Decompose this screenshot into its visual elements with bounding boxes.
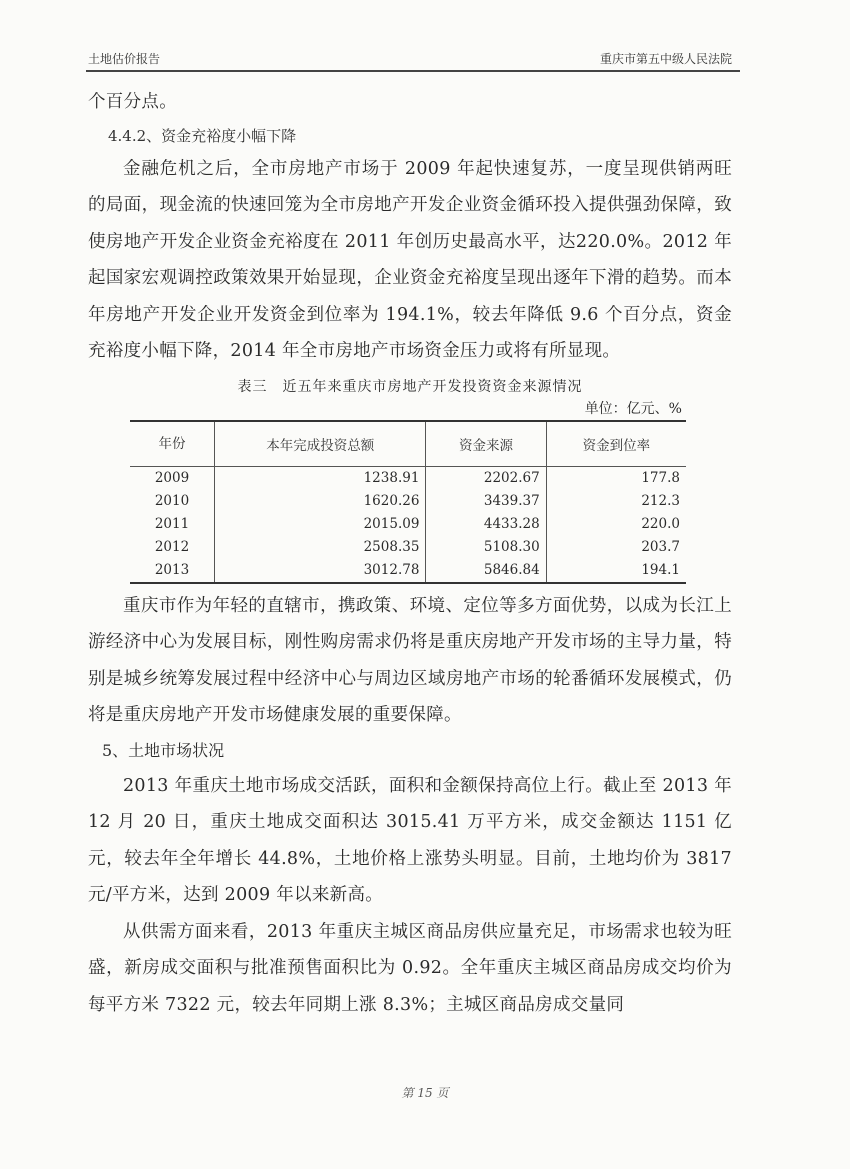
table-row: [130, 466, 686, 490]
paragraph-continuation: 个百分点。: [88, 92, 177, 112]
page-content: [88, 84, 732, 1023]
cell-funding-source: 4433.28: [426, 513, 546, 536]
cell-funding-source: 2202.67: [426, 466, 546, 490]
header-report-title: 土地估价报告: [88, 52, 161, 66]
cell-investment: 1620.26: [215, 490, 426, 513]
table-caption: 表三 近五年来重庆市房地产开发投资资金来源情况: [237, 378, 583, 395]
cell-funding-rate: 212.3: [546, 490, 686, 513]
cell-funding-source: 5846.84: [426, 559, 546, 583]
cell-year: 2013: [130, 559, 215, 583]
header-court-name: 重庆市第五中级人民法院: [599, 52, 732, 66]
table-row: [130, 490, 686, 513]
cell-funding-rate: 194.1: [546, 559, 686, 583]
paragraph-supply-demand: 从供需方面来看，2013 年重庆主城区商品房供应量充足，市场需求也较为旺盛，新房成交面积与批准预售面积比为 0.92。全年重庆主城区商品房成交均价为每平方米 7322 元，较去年同期上涨 8.3%；主城区商品房成交量同: [88, 921, 732, 1015]
page-number: 第 15 页: [401, 1086, 449, 1100]
cell-funding-rate: 177.8: [546, 466, 686, 490]
paragraph-funding: 金融危机之后，全市房地产市场于 2009 年起快速复苏，一度呈现供销两旺的局面，现金流的快速回笼为全市房地产开发企业资金循环投入提供强劲保障，致使房地产开发企业资金充裕度在 2011 年创历史最高水平，达220.0%。2012 年起国家宏观调控政策效果开始显现，企业资金充裕度呈现出逐年下滑的趋势。而本年房地产开发企业开发资金到位率为 194.1%，较去年降低 9.6 个百分点，资金充裕度小幅下降，2014 年全市房地产市场资金压力或将有所显现。: [88, 158, 732, 361]
table-row: [130, 513, 686, 536]
table-unit: 单位：亿元、%: [584, 400, 682, 417]
header-year: 年份: [130, 421, 215, 467]
section-heading: 5、土地市场状况: [102, 740, 225, 760]
paragraph-land-market: 2013 年重庆土地市场成交活跃，面积和金额保持高位上行。截止至 2013 年 12 月 20 日，重庆土地成交面积达 3015.41 万平方米，成交金额达 1151 亿元，较去年全年增长 44.8%，土地价格上涨势头明显。目前，土地均价为 3817 元/平方米，达到 2009 年以来新高。: [88, 775, 732, 905]
table-row: [130, 536, 686, 559]
cell-year: 2010: [154, 493, 190, 509]
cell-funding-source: 5108.30: [426, 536, 546, 559]
cell-year: 2012: [154, 539, 190, 555]
header-investment: 本年完成投资总额: [215, 421, 426, 467]
cell-investment: 2508.35: [215, 536, 426, 559]
cell-investment: 3012.78: [215, 559, 426, 583]
cell-funding-rate: 220.0: [546, 513, 686, 536]
cell-funding-rate: 203.7: [546, 536, 686, 559]
header-rule: [86, 70, 740, 72]
header-funding-rate: 资金到位率: [546, 421, 686, 467]
cell-funding-source: 3439.37: [426, 490, 546, 513]
cell-investment: 1238.91: [215, 466, 426, 490]
subsection-heading: 4.4.2、资金充裕度小幅下降: [108, 126, 297, 145]
table-header-row: [130, 421, 686, 467]
cell-year: 2009: [154, 470, 190, 486]
funding-table: [130, 420, 686, 584]
header-funding-source: 资金来源: [426, 421, 546, 467]
cell-year: 2011: [154, 516, 190, 532]
cell-investment: 2015.09: [215, 513, 426, 536]
table-row: [130, 559, 686, 583]
paragraph-outlook: 重庆市作为年轻的直辖市，携政策、环境、定位等多方面优势，以成为长江上游经济中心为发展目标，刚性购房需求仍将是重庆房地产开发市场的主导力量，特别是城乡统筹发展过程中经济中心与周边区域房地产市场的轮番循环发展模式，仍将是重庆房地产开发市场健康发展的重要保障。: [88, 595, 732, 725]
